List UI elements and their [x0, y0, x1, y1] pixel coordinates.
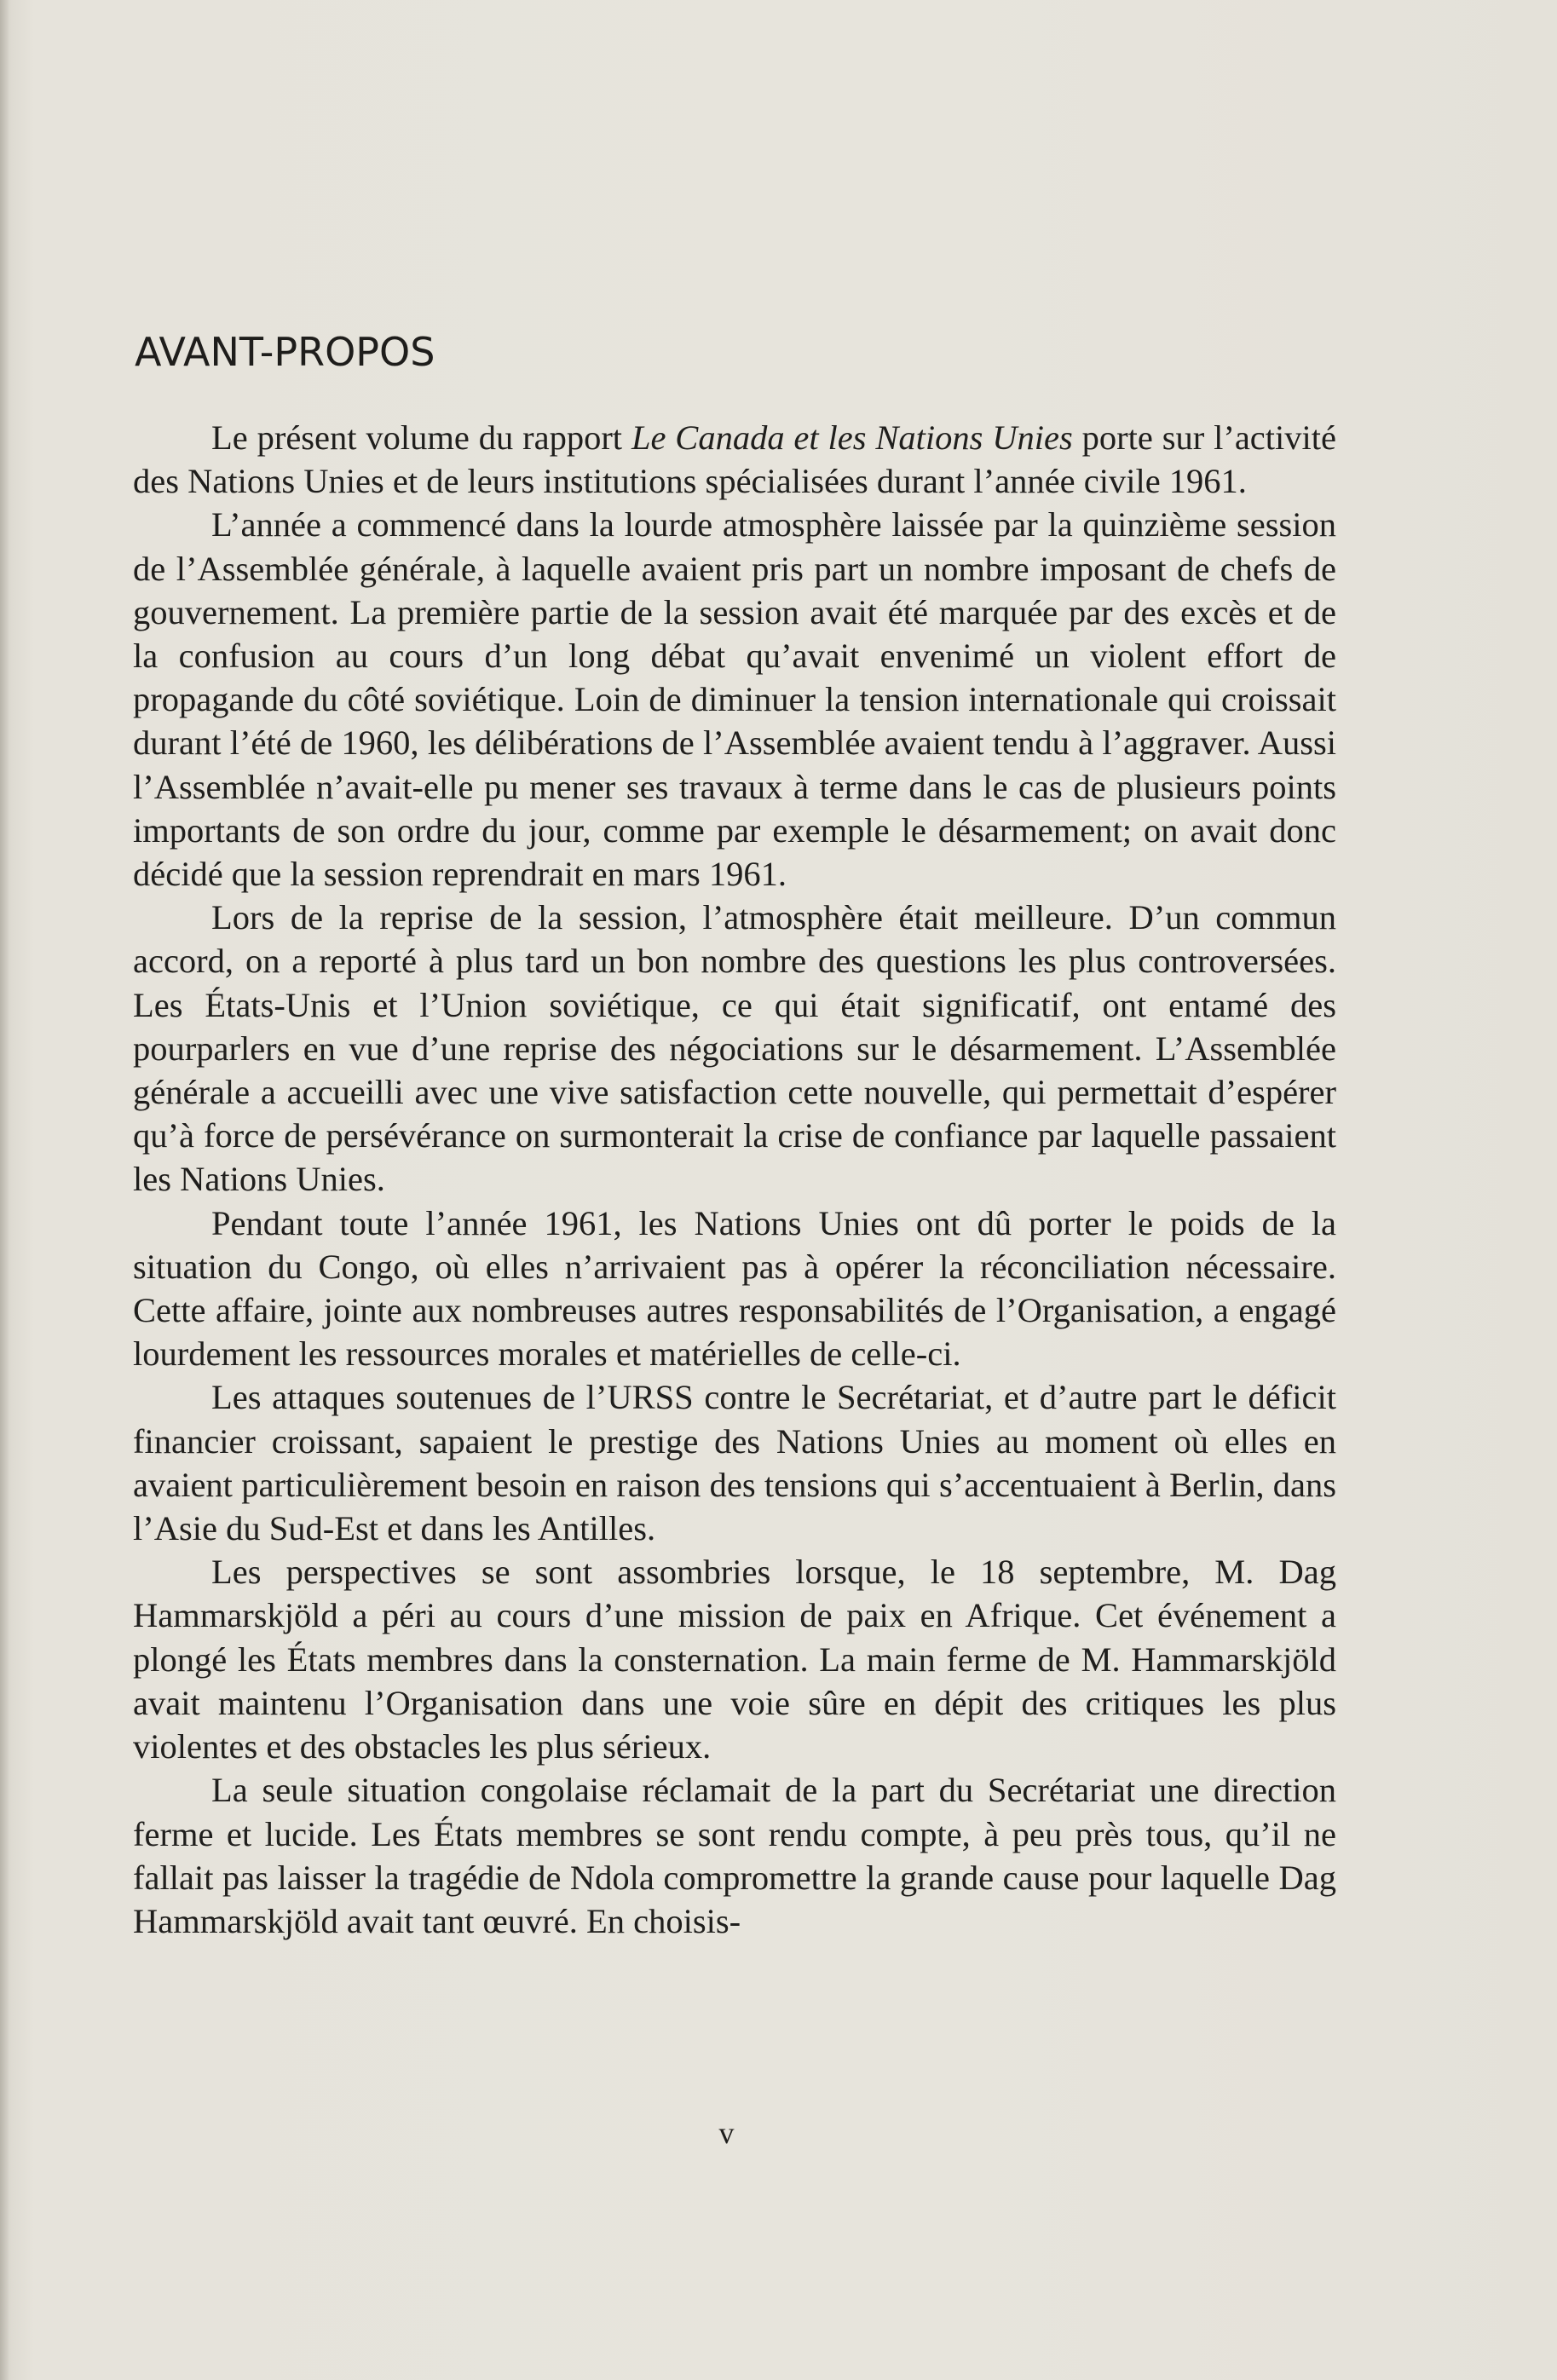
body-text [133, 416, 1336, 1943]
paragraph-2: L’année a commencé dans la lourde atmosphère laissée par la quinzième session de l’Assemblée générale, à laquelle avaient pris part un nombre imposant de chefs de gouvernement. La première partie de la session avait été marquée par des excès et de la confusion au cours d’un long débat qu’avait envenimé un violent effort de propagande du côté soviétique. Loin de diminuer la tension internationale qui croissait durant l’été de 1960, les délibérations de l’Assemblée avaient tendu à l’aggraver. Aussi l’Assemblée n’avait-elle pu mener ses travaux à terme dans le cas de plusieurs points importants de son ordre du jour, comme par exemple le désarmement; on avait donc décidé que la session reprendrait en mars 1961. [133, 505, 1336, 894]
paragraph-1-lead: Le présent volume du rapport [211, 418, 631, 457]
page-binding-edge [0, 0, 9, 2380]
report-title-italic: Le Canada et les Nations Unies [631, 418, 1073, 457]
paragraph-5: Les attaques soutenues de l’URSS contre le Secrétariat, et d’autre part le déficit financier croissant, sapaient le prestige des Nations Unies au moment où elles en avaient particulièrement besoin en raison des tensions qui s’accentuaient à Berlin, dans l’Asie du Sud-Est et dans les Antilles. [133, 1378, 1336, 1548]
paragraph-1 [133, 416, 1336, 503]
paragraph-4: Pendant toute l’année 1961, les Nations Unies ont dû porter le poids de la situation du Congo, où elles n’arrivaient pas à opérer la réconciliation nécessaire. Cette affaire, jointe aux nombreuses autres responsabilités de l’Organisation, a engagé lourdement les ressources morales et matérielles de celle-ci. [133, 1203, 1336, 1374]
paragraph-7: La seule situation congolaise réclamait de la part du Secrétariat une direction ferme et lucide. Les États membres se sont rendu compte, à peu près tous, qu’il ne fallait pas laisser la tragédie de Ndola compromettre la grande cause pour laquelle Dag Hammarskjöld avait tant œuvré. En choisis- [133, 1771, 1336, 1940]
paragraph-6: Les perspectives se sont assombries lorsque, le 18 septembre, M. Dag Hammarskjöld a péri au cours d’une mission de paix en Afrique. Cet événement a plongé les États membres dans la consternation. La main ferme de M. Hammarskjöld avait maintenu l’Organisation dans une voie sûre en dépit des critiques les plus violentes et des obstacles les plus sérieux. [133, 1553, 1336, 1766]
page-number: v [718, 2116, 735, 2150]
paragraph-1-rest: porte sur l’activité des Nations Unies et de leurs institutions spécialisées durant l’année civile 1961. [133, 418, 1336, 501]
page-heading: AVANT-PROPOS [135, 329, 435, 375]
paragraph-3: Lors de la reprise de la session, l’atmosphère était meilleure. D’un commun accord, on a reporté à plus tard un bon nombre des questions les plus controversées. Les États-Unis et l’Union soviétique, ce qui était significatif, ont entamé des pourparlers en vue d’une reprise des négociations sur le désarmement. L’Assemblée générale a accueilli avec une vive satisfaction cette nouvelle, qui permettait d’espérer qu’à force de persévérance on surmonterait la crise de confiance par laquelle passaient les Nations Unies. [133, 898, 1336, 1199]
